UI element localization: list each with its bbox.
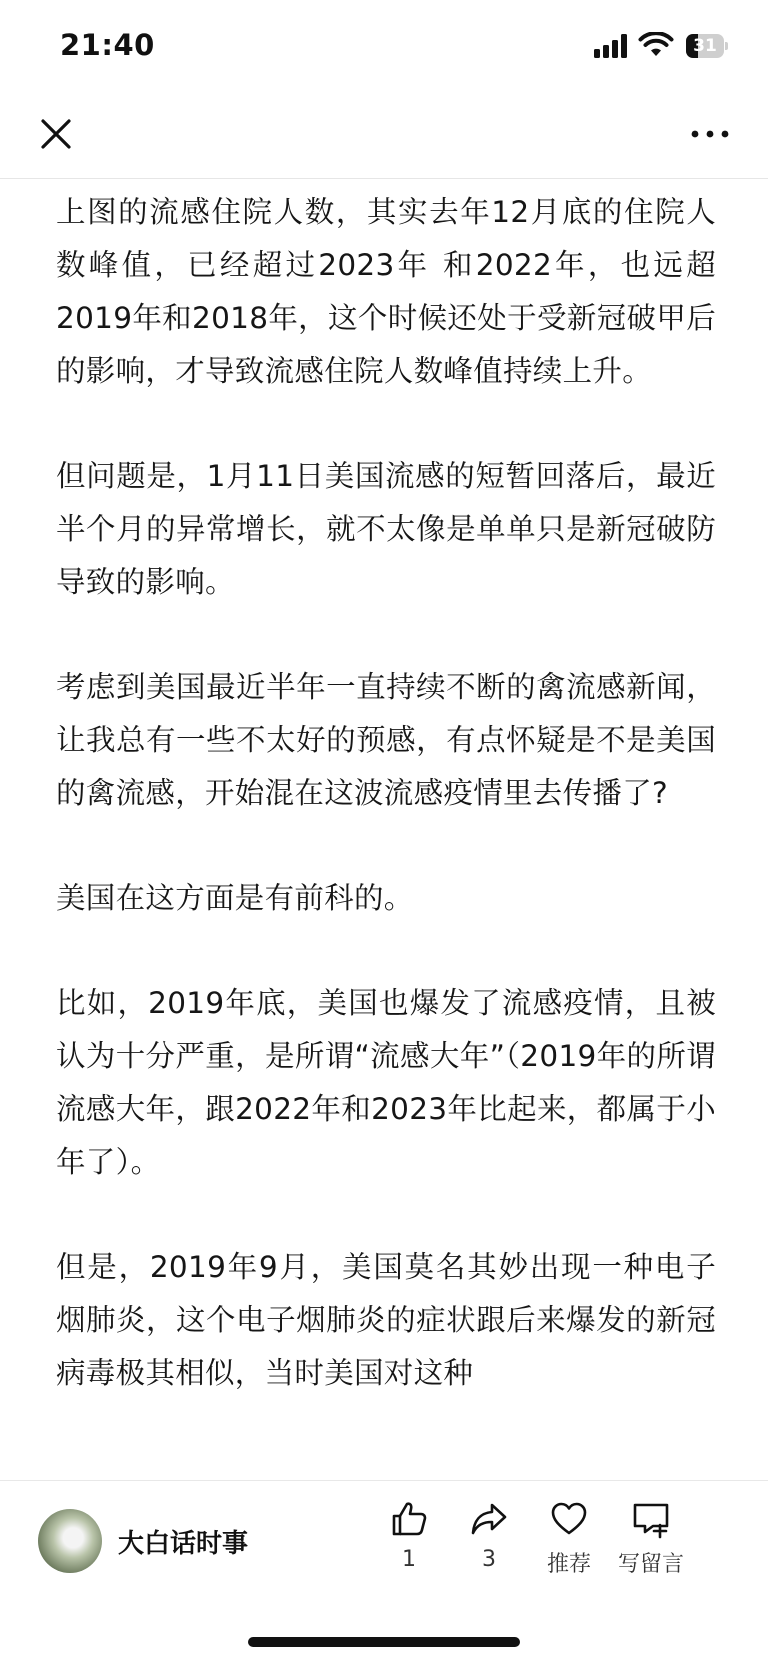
article-paragraph: 但是，2019年9月，美国莫名其妙出现一种电子烟肺炎，这个电子烟肺炎的症状跟后来爆发的新冠病毒极其相似，当时美国对这种 [56, 1250, 716, 1390]
article-paragraph: 比如，2019年底，美国也爆发了流感疫情，且被认为十分严重，是所谓“流感大年”（2019年的所谓流感大年，跟2022年和2023年比起来，都属于小年了）。 [56, 986, 716, 1179]
recommend-button[interactable] [524, 1499, 614, 1578]
write-comment-label: 写留言 [617, 1552, 684, 1577]
thumbs-up-icon [389, 1499, 429, 1539]
article-body [56, 178, 716, 1478]
battery-level: 31 [693, 36, 717, 56]
share-count: 3 [482, 1547, 496, 1572]
more-horizontal-icon[interactable] [690, 126, 730, 142]
article-paragraph: 但问题是，1月11日美国流感的短暂回落后，最近半个月的异常增长，就不太像是单单只是新冠破防导致的影响。 [56, 459, 716, 599]
write-comment-button[interactable] [606, 1499, 696, 1578]
battery-icon [686, 34, 726, 58]
nav-bar [0, 96, 768, 179]
comment-add-icon [631, 1499, 671, 1539]
article-paragraph: 美国在这方面是有前科的。 [56, 881, 414, 915]
like-button[interactable] [364, 1499, 454, 1572]
author-avatar[interactable] [38, 1509, 102, 1573]
article-paragraph: 上图的流感住院人数，其实去年12月底的住院人数峰值，已经超过2023年 和2022年，也远超2019年和2018年，这个时候还处于受新冠破甲后的影响，才导致流感住院人数峰值持续上升。 [56, 195, 716, 388]
cellular-signal-icon [594, 34, 630, 58]
close-icon[interactable] [38, 116, 74, 152]
share-icon [469, 1499, 509, 1539]
heart-icon [549, 1499, 589, 1539]
share-button[interactable] [444, 1499, 534, 1572]
like-count: 1 [402, 1547, 416, 1572]
recommend-label: 推荐 [546, 1552, 591, 1577]
article-paragraph: 考虑到美国最近半年一直持续不断的禽流感新闻，让我总有一些不太好的预感，有点怀疑是不是美国的禽流感，开始混在这波流感疫情里去传播了? [56, 670, 716, 810]
status-time: 21:40 [60, 28, 155, 62]
author-name[interactable]: 大白话时事 [118, 1529, 249, 1559]
status-bar [0, 0, 768, 96]
wifi-icon [638, 32, 674, 58]
home-indicator[interactable] [248, 1637, 520, 1647]
